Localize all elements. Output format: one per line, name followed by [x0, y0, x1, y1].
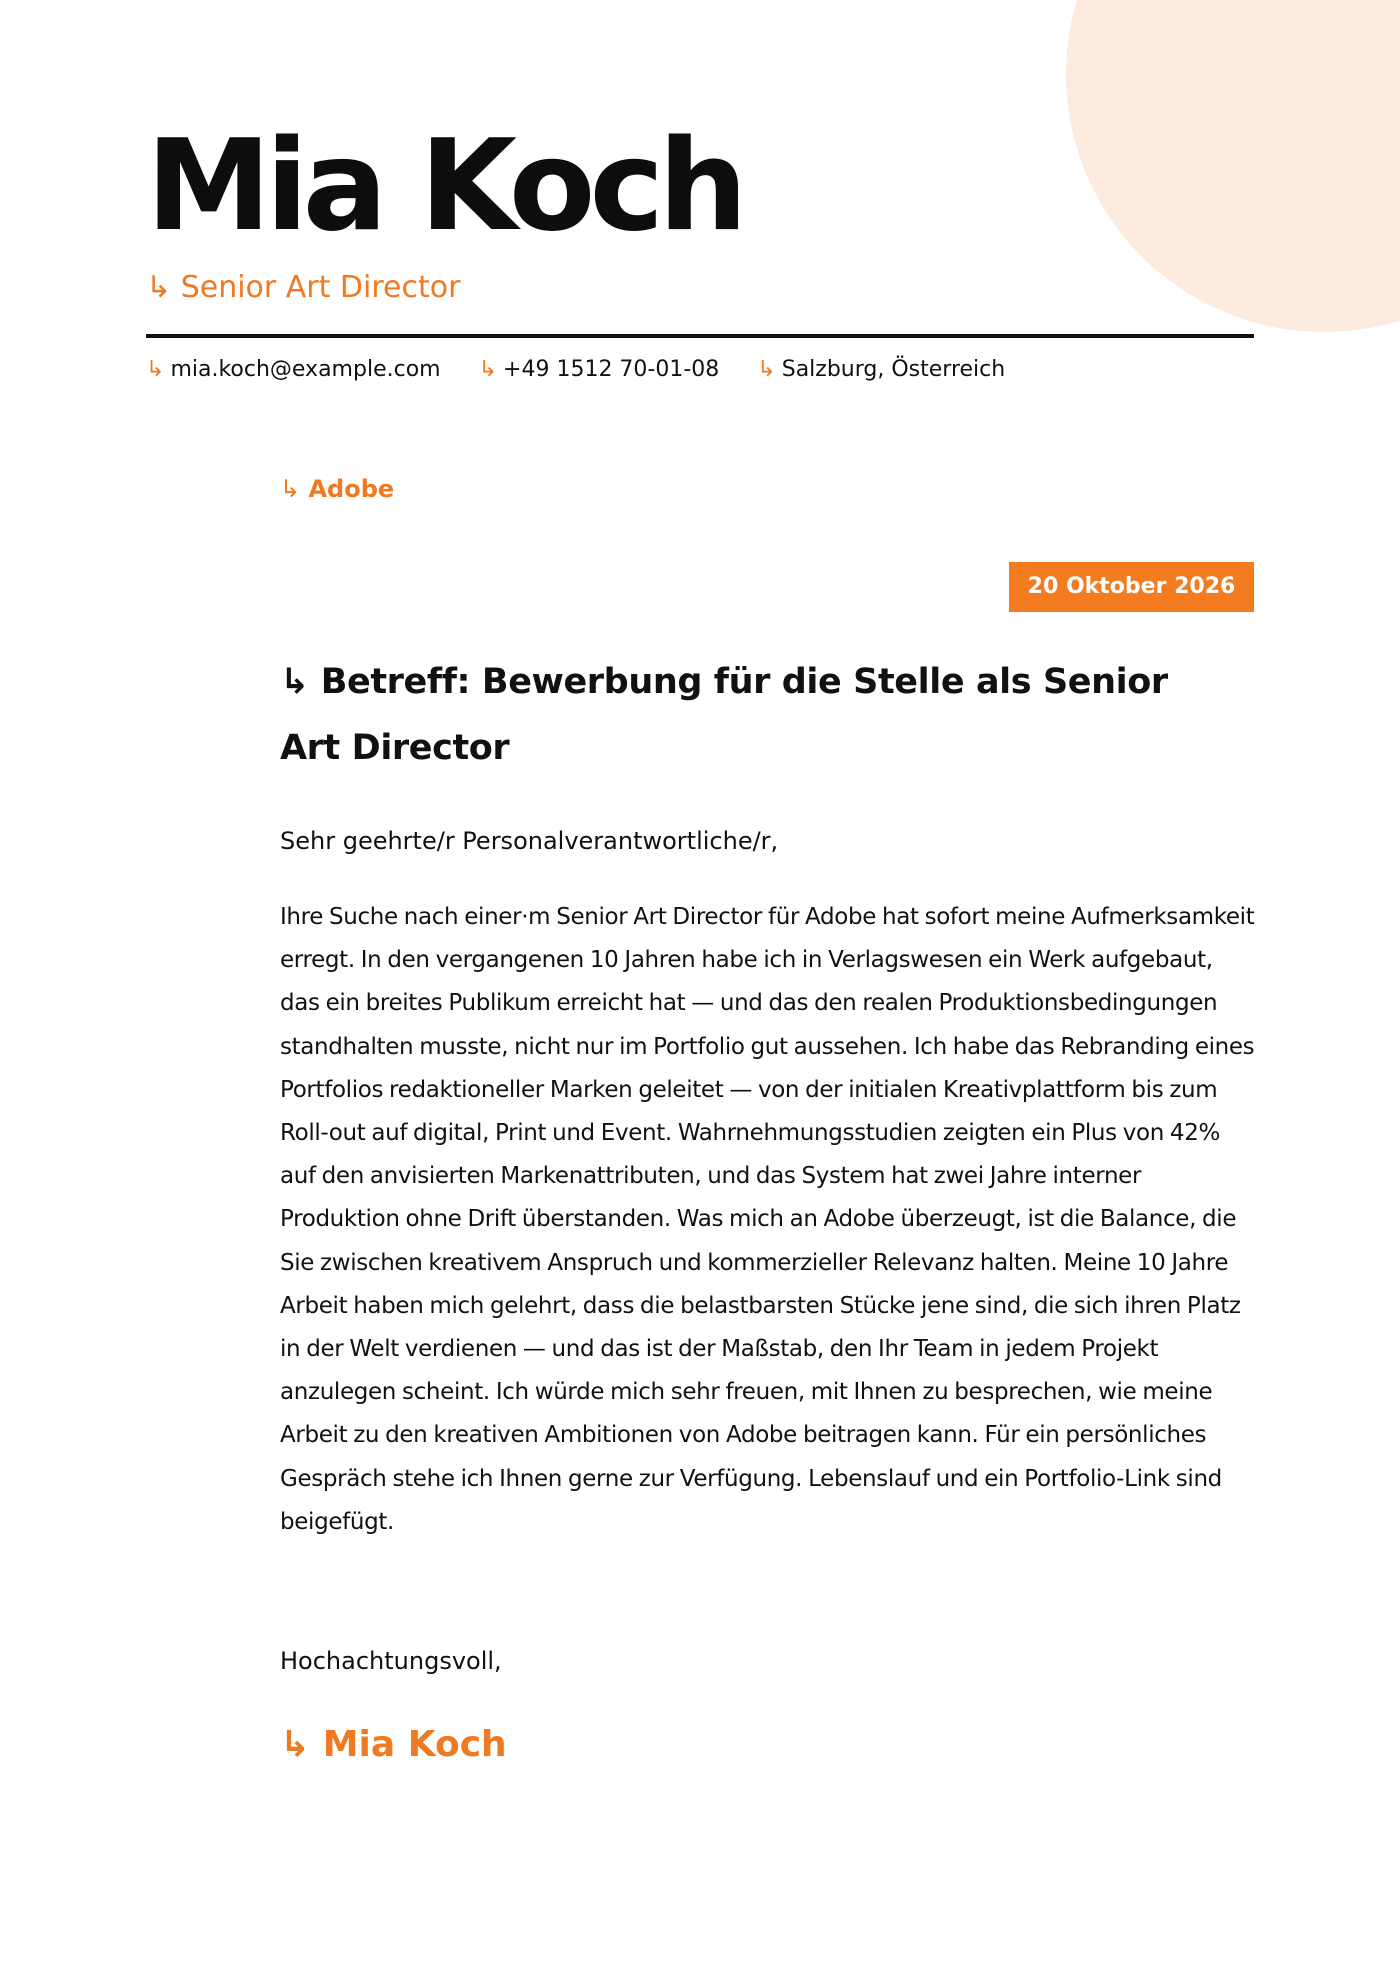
- decorative-circle: [1066, 0, 1400, 332]
- contact-location: [757, 354, 1005, 386]
- signature: [280, 1722, 507, 1768]
- letter-body: Ihre Suche nach einer·m Senior Art Director für Adobe hat sofort meine Aufmerksamkeit erregt. In den vergangenen 10 Jahren habe ich in Verlagswesen ein Werk aufgebaut, das ein breites Publikum erreicht hat — und das den realen Produktionsbedingungen standhalten musste, nicht nur im Portfolio gut aussehen. Ich habe das Rebranding eines Portfolios redaktioneller Marken geleitet — von der initialen Kreativplattform bis zum Roll-out auf digital, Print und Event. Wahrnehmungsstudien zeigten ein Plus von 42% auf den anvisierten Markenattributen, und das System hat zwei Jahre interner Produktion ohne Drift überstanden. Was mich an Adobe überzeugt, ist die Balance, die Sie zwischen kreativem Anspruch und kommerzieller Relevanz halten. Meine 10 Jahre Arbeit haben mich gelehrt, dass die belastbarsten Stücke jene sind, die sich ihren Platz in der Welt verdienen — und das ist der Maßstab, den Ihr Team in jedem Projekt anzulegen scheint. Ich würde mich sehr freuen, mit Ihnen zu besprechen, wie meine Arbeit zu den kreativen Ambitionen von Adobe beitragen kann. Für ein persönliches Gespräch stehe ich Ihnen gerne zur Verfügung. Lebenslauf und ein Portfolio-Link sind beigefügt.: [280, 904, 1255, 1535]
- location-text: Salzburg, Österreich: [781, 357, 1006, 382]
- arrow-icon: ↳: [146, 270, 172, 305]
- arrow-icon: ↳: [146, 357, 165, 382]
- arrow-icon: ↳: [280, 662, 309, 702]
- recipient-company: [280, 472, 394, 506]
- arrow-icon: ↳: [757, 357, 776, 382]
- company-name: Adobe: [308, 475, 395, 503]
- arrow-icon: ↳: [478, 357, 498, 382]
- subject-line: [280, 649, 1220, 781]
- signature-name: Mia Koch: [322, 1724, 507, 1765]
- contact-bar: [146, 354, 1005, 386]
- salutation: Sehr geehrte/r Personalverantwortliche/r,: [280, 827, 779, 855]
- email-text: mia.koch@example.com: [170, 357, 441, 382]
- applicant-role: [146, 268, 460, 308]
- subject-text: Betreff: Bewerbung für die Stelle als Senior Art Director: [280, 662, 1168, 768]
- contact-phone[interactable]: [479, 354, 720, 386]
- applicant-name: Mia Koch: [146, 112, 742, 259]
- arrow-icon: ↳: [280, 475, 301, 503]
- contact-email[interactable]: [146, 354, 441, 386]
- header-divider: [146, 334, 1254, 338]
- role-label: Senior Art Director: [180, 270, 461, 305]
- date-badge: 20 Oktober 2026: [1009, 562, 1254, 612]
- arrow-icon: ↳: [280, 1724, 311, 1765]
- phone-text: +49 1512 70-01-08: [503, 357, 720, 382]
- closing: Hochachtungsvoll,: [280, 1647, 502, 1675]
